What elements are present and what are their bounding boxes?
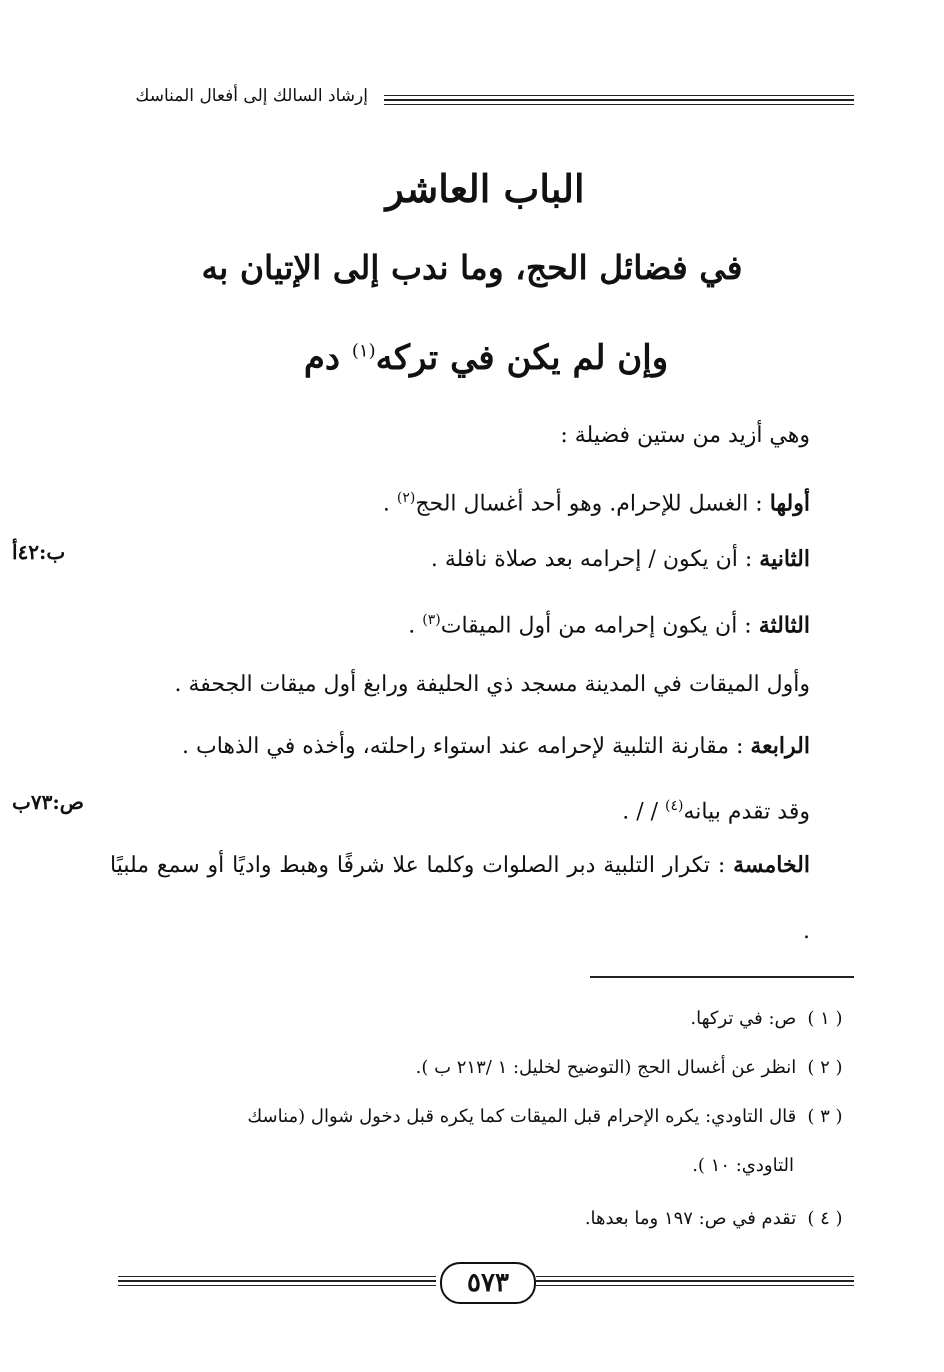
paragraph-label: الثانية <box>759 546 810 572</box>
margin-note: ص:٧٣ب <box>12 790 84 814</box>
intro-paragraph: وهي أزيد من ستين فضيلة : <box>560 423 810 448</box>
footnote-number: ( ١ ) <box>807 1008 843 1029</box>
header-rule <box>384 104 854 105</box>
footer-rule <box>118 1276 436 1277</box>
margin-note: ب:٤٢أ <box>12 540 66 564</box>
footnote-text: انظر عن أغسال الحج (التوضيح لخليل: ١ /٢١٣ ب ). <box>415 1057 797 1078</box>
paragraph-text: وقد تقدم بيانه <box>683 799 810 825</box>
paragraph-text: : مقارنة التلبية لإحرامه عند استواء راحلته، وأخذه في الذهاب . <box>182 734 751 759</box>
chapter-subtitle-1: في فضائل الحج، وما ندب إلى الإتيان به <box>201 248 743 287</box>
header-rule <box>384 99 854 101</box>
paragraph-end: / / . <box>622 799 666 825</box>
paragraph-fourth <box>182 730 810 763</box>
footer-rule <box>536 1285 854 1286</box>
paragraph-label: الثالثة <box>758 612 810 639</box>
running-header-title: إرشاد السالك إلى أفعال المناسك <box>135 86 368 106</box>
paragraph-first <box>383 482 810 520</box>
chapter-title: الباب العاشر <box>385 166 585 211</box>
footer-rule <box>536 1276 854 1277</box>
paragraph-third <box>408 604 810 642</box>
footer-rule <box>118 1280 436 1282</box>
footnote-item <box>585 1208 848 1229</box>
paragraph-fifth <box>110 832 810 965</box>
footnote-separator <box>590 976 854 978</box>
footnote-item <box>247 1106 848 1127</box>
paragraph-miqat: وأول الميقات في المدينة مسجد ذي الحليفة ورابغ أول ميقات الجحفة . <box>174 672 810 697</box>
footer-rule <box>536 1280 854 1282</box>
footnote-number: ( ٢ ) <box>807 1057 843 1078</box>
subtitle-2-text: وإن لم يكن في تركه <box>375 338 669 378</box>
footnote-number: ( ٣ ) <box>807 1106 843 1127</box>
footnote-ref: (٤) <box>665 798 684 814</box>
paragraph-text: : تكرار التلبية دبر الصلوات وكلما علا شرفًا وهبط واديًا أو سمع ملبيًا . <box>110 853 810 944</box>
paragraph-label: أولها <box>769 490 810 517</box>
footnote-ref: (١) <box>351 340 376 362</box>
paragraph-text: : الغسل للإحرام. وهو أحد أغسال الحج <box>415 491 770 517</box>
paragraph-end: . <box>382 491 397 517</box>
paragraph-text: : أن يكون / إحرامه بعد صلاة نافلة . <box>430 547 760 572</box>
footnote-number: ( ٤ ) <box>807 1208 843 1229</box>
paragraph-text: : أن يكون إحرامه من أول الميقات <box>440 613 759 639</box>
footer-rule <box>118 1285 436 1286</box>
footnote-item <box>416 1057 848 1078</box>
footnote-ref: (٢) <box>396 490 416 506</box>
footnote-item <box>690 1008 848 1029</box>
header-rule <box>384 95 854 96</box>
footnote-continuation: التاودي: ١٠ ). <box>692 1155 794 1176</box>
footnote-text: تقدم في ص: ١٩٧ وما بعدها. <box>584 1208 797 1229</box>
paragraph-label: الخامسة <box>733 852 810 878</box>
subtitle-2-end: دم <box>303 338 352 378</box>
footnote-ref: (٣) <box>422 612 441 628</box>
paragraph-second <box>431 543 810 576</box>
footnote-text: ص: في تركها. <box>690 1008 797 1029</box>
paragraph-end: . <box>408 613 423 639</box>
paragraph-previously <box>622 790 810 828</box>
chapter-subtitle-2 <box>0 338 944 378</box>
paragraph-label: الرابعة <box>750 733 810 759</box>
page-number: ٥٧٣ <box>440 1262 536 1304</box>
footnote-text: قال التاودي: يكره الإحرام قبل الميقات كما يكره قبل دخول شوال (مناسك <box>247 1106 797 1127</box>
